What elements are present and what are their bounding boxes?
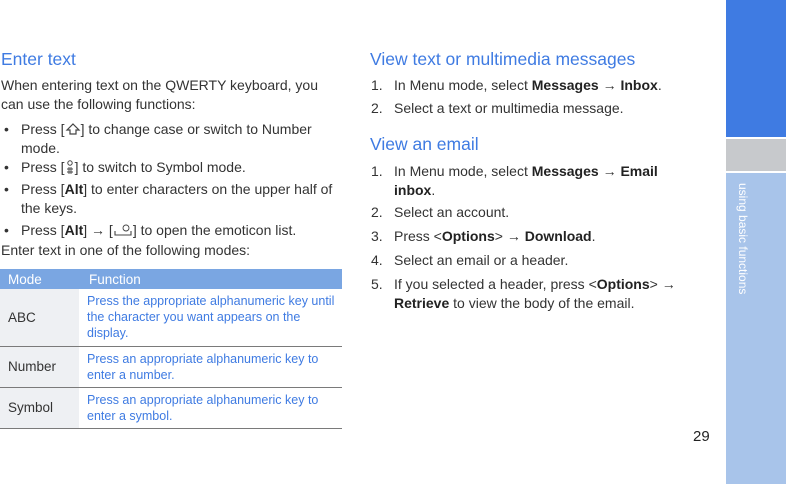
heading-view-email: View an email [370,134,479,154]
step-item: 1. In Menu mode, select Messages → Email inbox. [371,163,658,198]
symbol-key-icon [65,159,75,175]
bullet-symbol: • Press [ ] to switch to Symbol mode. [4,159,246,175]
side-tab-active [726,0,786,137]
bullet-emoticon: • Press [Alt] → [ ] to open the emoticon list. [4,222,297,238]
step-item: 3. Press <Options> → Download. [371,228,596,244]
section-label: using basic functions [736,183,750,295]
function-cell: Press the appropriate alphanumeric key until the character you want appears on the display. [79,289,342,346]
function-cell: Press an appropriate alphanumeric key to enter a symbol. [79,387,342,428]
mode-cell: ABC [0,289,79,346]
mode-cell: Number [0,346,79,387]
emoticon-key-icon [113,222,133,238]
side-tab-gray [726,139,786,171]
table-intro: Enter text in one of the following modes: [1,242,251,258]
table-row [0,346,342,387]
bullet-shift: • Press [ ] to change case or switch to Number mode. [4,121,312,156]
mode-cell: Symbol [0,387,79,428]
column-header-function: Function [79,269,342,289]
step-item: 1. In Menu mode, select Messages → Inbox. [371,77,662,93]
heading-view-messages: View text or multimedia messages [370,49,636,69]
column-header-mode: Mode [0,269,79,289]
page-number: 29 [693,428,710,445]
function-cell: Press an appropriate alphanumeric key to enter a number. [79,346,342,387]
intro-text: When entering text on the QWERTY keyboard, you can use the following functions: [1,77,318,112]
table-row [0,289,342,346]
table-header-row [0,269,342,289]
step-item: 4. Select an email or a header. [371,252,569,268]
step-item: 5. If you selected a header, press <Options> → Retrieve to view the body of the email. [371,276,676,311]
modes-table [0,269,342,429]
heading-enter-text: Enter text [1,49,76,69]
step-item: 2. Select a text or multimedia message. [371,100,624,116]
step-item: 2. Select an account. [371,204,510,220]
shift-key-icon [65,121,81,137]
table-row [0,387,342,428]
bullet-alt: • Press [Alt] to enter characters on the upper half of the keys. [4,181,333,216]
